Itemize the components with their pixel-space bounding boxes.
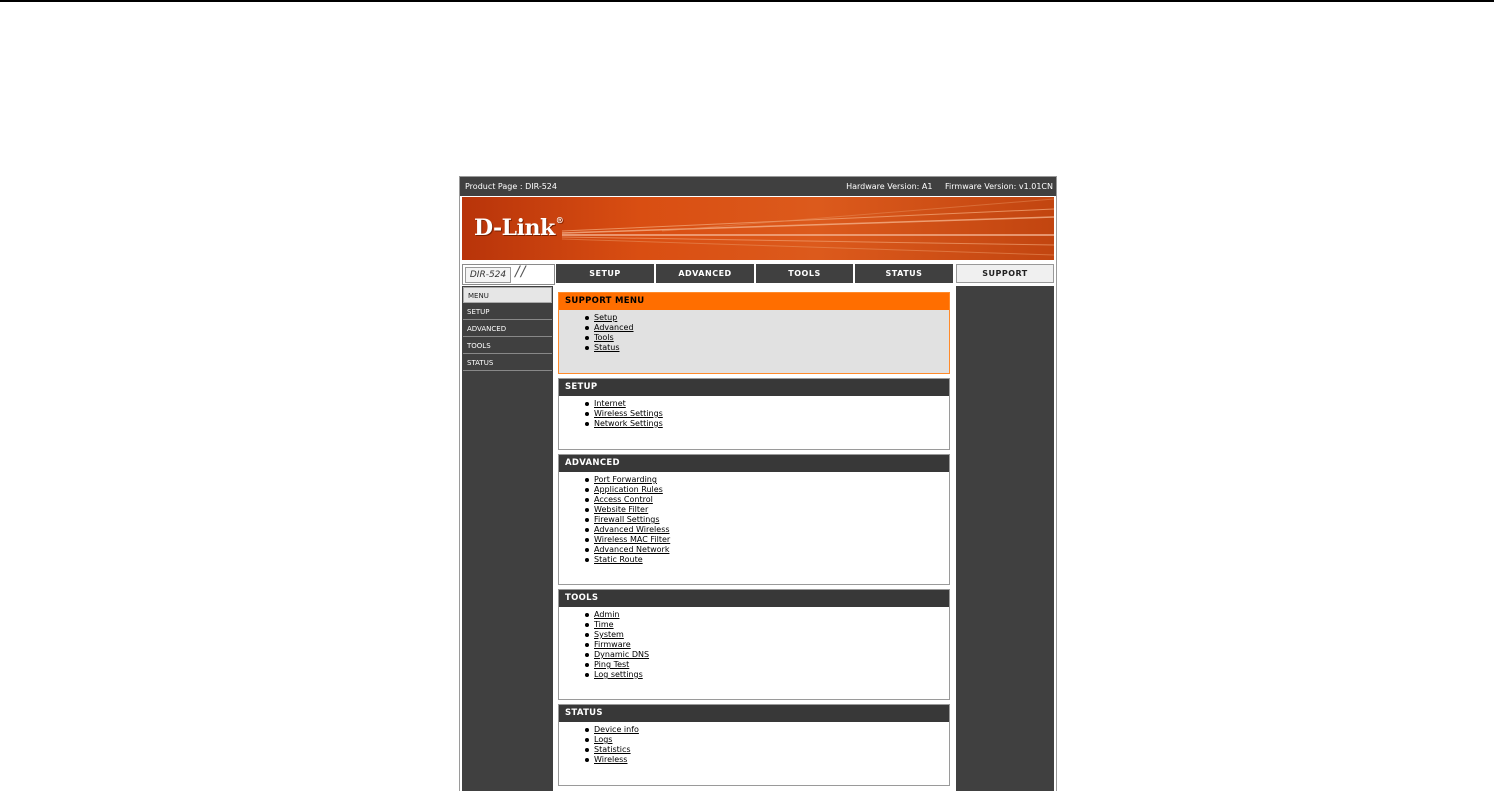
router-admin-page bbox=[460, 177, 1056, 791]
tab-status[interactable]: STATUS bbox=[855, 264, 953, 283]
model-slashes: // bbox=[515, 264, 527, 280]
support-menu-title: SUPPORT MENU bbox=[559, 293, 949, 310]
tab-advanced[interactable]: ADVANCED bbox=[656, 264, 754, 283]
link-advanced-wireless[interactable]: Advanced Wireless bbox=[594, 525, 949, 535]
link-dynamic-dns[interactable]: Dynamic DNS bbox=[594, 650, 949, 660]
dlink-logo: D-Link® bbox=[474, 215, 564, 241]
dlink-banner bbox=[462, 197, 1054, 260]
tab-tools[interactable]: TOOLS bbox=[756, 264, 853, 283]
top-nav bbox=[460, 263, 1056, 285]
link-tools[interactable]: Tools bbox=[594, 333, 949, 343]
tools-box bbox=[558, 589, 950, 700]
sidebar-item-status[interactable]: STATUS bbox=[463, 355, 552, 371]
sidebar-item-advanced[interactable]: ADVANCED bbox=[463, 321, 552, 337]
left-sidebar bbox=[462, 286, 553, 791]
link-system[interactable]: System bbox=[594, 630, 949, 640]
sidebar-item-setup[interactable]: SETUP bbox=[463, 304, 552, 320]
link-device-info[interactable]: Device info bbox=[594, 725, 949, 735]
hardware-version: Hardware Version: A1 bbox=[846, 182, 933, 191]
link-status[interactable]: Status bbox=[594, 343, 949, 353]
support-menu-box bbox=[558, 292, 950, 374]
link-port-forwarding[interactable]: Port Forwarding bbox=[594, 475, 949, 485]
sidebar-item-menu[interactable]: MENU bbox=[463, 287, 552, 303]
link-setup[interactable]: Setup bbox=[594, 313, 949, 323]
link-wireless-settings[interactable]: Wireless Settings bbox=[594, 409, 949, 419]
link-advanced-network[interactable]: Advanced Network bbox=[594, 545, 949, 555]
firmware-version: Firmware Version: v1.01CN bbox=[945, 182, 1053, 191]
tools-title: TOOLS bbox=[559, 590, 949, 607]
top-rule bbox=[0, 0, 1494, 2]
link-static-route[interactable]: Static Route bbox=[594, 555, 949, 565]
setup-title: SETUP bbox=[559, 379, 949, 396]
link-statistics[interactable]: Statistics bbox=[594, 745, 949, 755]
status-box bbox=[558, 704, 950, 786]
link-admin[interactable]: Admin bbox=[594, 610, 949, 620]
product-page-label: Product Page : DIR-524 bbox=[465, 182, 557, 191]
tab-setup[interactable]: SETUP bbox=[556, 264, 654, 283]
link-application-rules[interactable]: Application Rules bbox=[594, 485, 949, 495]
link-advanced[interactable]: Advanced bbox=[594, 323, 949, 333]
link-logs[interactable]: Logs bbox=[594, 735, 949, 745]
right-sidebar bbox=[956, 286, 1054, 791]
link-firewall-settings[interactable]: Firewall Settings bbox=[594, 515, 949, 525]
setup-box bbox=[558, 378, 950, 450]
version-bar bbox=[460, 177, 1056, 196]
sidebar-item-tools[interactable]: TOOLS bbox=[463, 338, 552, 354]
link-access-control[interactable]: Access Control bbox=[594, 495, 949, 505]
advanced-title: ADVANCED bbox=[559, 455, 949, 472]
link-network-settings[interactable]: Network Settings bbox=[594, 419, 949, 429]
link-time[interactable]: Time bbox=[594, 620, 949, 630]
model-badge bbox=[462, 264, 555, 285]
model-label: DIR-524 bbox=[465, 267, 511, 283]
advanced-box bbox=[558, 454, 950, 585]
link-website-filter[interactable]: Website Filter bbox=[594, 505, 949, 515]
link-wireless[interactable]: Wireless bbox=[594, 755, 949, 765]
status-title: STATUS bbox=[559, 705, 949, 722]
main-content bbox=[558, 286, 953, 791]
tab-support[interactable]: SUPPORT bbox=[956, 264, 1054, 283]
link-ping-test[interactable]: Ping Test bbox=[594, 660, 949, 670]
link-firmware[interactable]: Firmware bbox=[594, 640, 949, 650]
link-wireless-mac-filter[interactable]: Wireless MAC Filter bbox=[594, 535, 949, 545]
link-log-settings[interactable]: Log settings bbox=[594, 670, 949, 680]
link-internet[interactable]: Internet bbox=[594, 399, 949, 409]
